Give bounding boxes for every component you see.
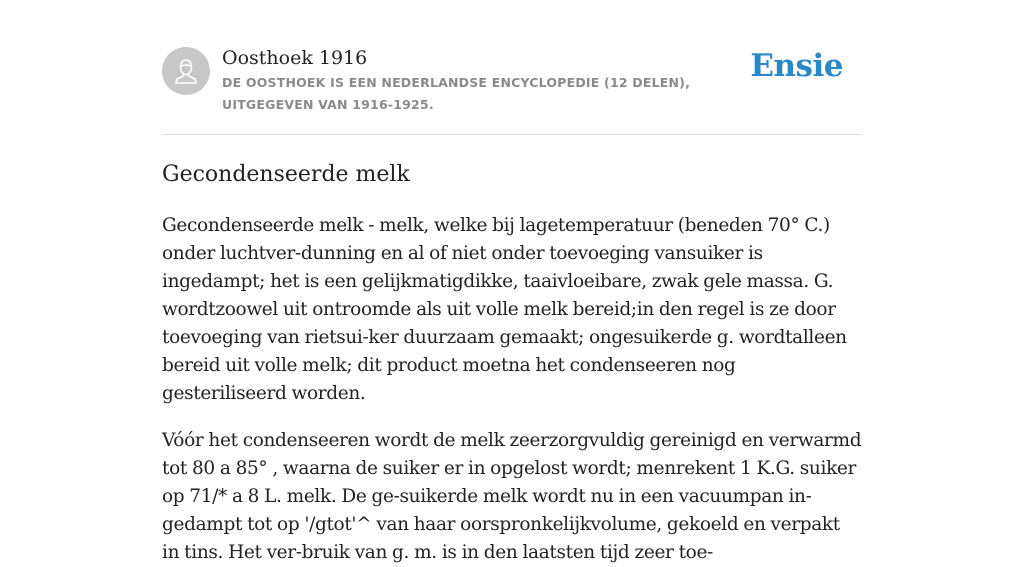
- ensie-logo-link[interactable]: Ensie: [750, 48, 843, 84]
- user-silhouette-icon: [171, 56, 201, 86]
- publisher-avatar[interactable]: [162, 47, 210, 95]
- article-paragraph: Vóór het condenseeren wordt de melk zeerzorgvuldig gereinigd en verwarmd tot 80 a 85° , waarna de suiker er in opgelost wordt; menrekent 1 K.G. suiker op 71/* a 8 L. melk. De ge-suikerde melk wordt nu in een vacuumpan in-gedampt tot op '/gtot'^ van haar oorspronkelijkvolume, gekoeld en verpakt in tins. Het ver-bruik van g. m. is in den laatsten tijd zeer toe-: [162, 430, 862, 563]
- publisher-header: [162, 0, 862, 135]
- publisher-description: DE OOSTHOEK IS EEN NEDERLANDSE ENCYCLOPEDIE (12 DELEN), UITGEGEVEN VAN 1916-1925.: [222, 75, 691, 112]
- content-column: [162, 0, 862, 567]
- article-paragraph: Gecondenseerde melk - melk, welke bij lagetemperatuur (beneden 70° C.) onder luchtver-dunning en al of niet onder toevoeging vansuiker is ingedampt; het is een gelijkmatigdikke, taaivloeibare, zwak gele massa. G. wordtzoowel uit ontroomde als uit volle melk bereid;in den regel is ze door toevoeging van rietsui-ker duurzaam gemaakt; ongesuikerde g. wordtalleen bereid uit volle melk; dit product moetna het condenseeren nog gesteriliseerd worden.: [162, 215, 847, 404]
- publisher-info: [222, 45, 762, 116]
- article-title: Gecondenseerde melk: [162, 162, 410, 187]
- publisher-name[interactable]: Oosthoek 1916: [222, 47, 368, 69]
